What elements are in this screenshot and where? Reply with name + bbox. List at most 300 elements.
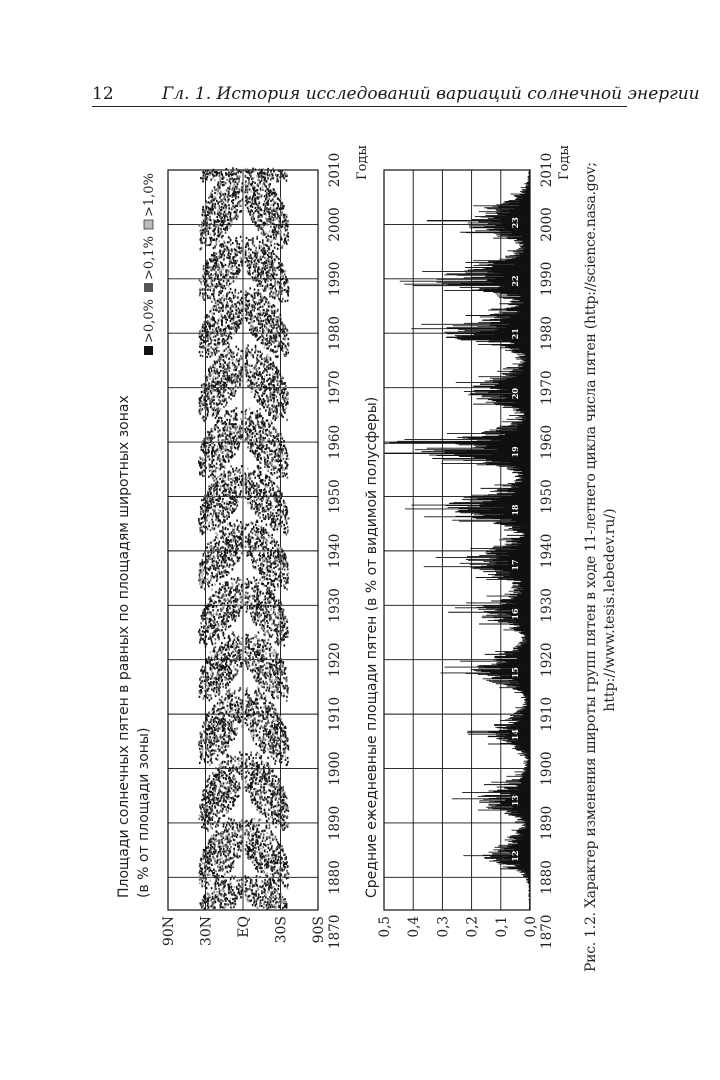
butterfly-mark [283,692,285,694]
butterfly-mark [280,678,282,680]
butterfly-mark [276,820,278,822]
butterfly-mark [255,634,257,636]
butterfly-mark [234,606,236,608]
butterfly-mark [207,754,209,756]
butterfly-mark [217,894,219,896]
butterfly-mark [260,769,262,771]
butterfly-mark [201,883,203,885]
butterfly-mark [253,757,255,759]
butterfly-mark [245,829,247,831]
butterfly-mark [220,799,222,801]
butterfly-mark [220,790,222,792]
butterfly-mark [283,741,285,743]
butterfly-mark [225,790,227,792]
butterfly-mark [255,698,257,700]
butterfly-mark [204,907,206,909]
butterfly-mark [267,687,269,689]
butterfly-mark [287,872,289,874]
butterfly-mark [282,824,284,826]
butterfly-mark [230,888,232,890]
butterfly-mark [265,893,267,895]
butterfly-mark [262,899,264,901]
butterfly-mark [231,698,233,700]
butterfly-mark [241,840,243,842]
butterfly-mark [207,697,209,699]
butterfly-mark [211,664,213,666]
butterfly-mark [212,907,214,909]
butterfly-mark [217,759,219,761]
butterfly-mark [210,838,212,840]
butterfly-mark [217,627,219,629]
butterfly-mark [215,767,217,769]
butterfly-mark [216,891,218,893]
butterfly-mark [202,899,204,901]
butterfly-mark [254,618,256,620]
butterfly-mark [278,691,280,693]
butterfly-mark [228,850,230,852]
butterfly-mark [245,700,247,702]
butterfly-mark [269,896,271,898]
butterfly-mark [271,725,273,727]
butterfly-mark [268,736,270,738]
butterfly-mark [232,857,234,859]
butterfly-mark [259,737,261,739]
butterfly-mark [287,806,289,808]
butterfly-mark [270,843,272,845]
butterfly-mark [210,625,212,627]
butterfly-mark [257,614,259,616]
butterfly-mark [236,655,238,657]
butterfly-mark [270,690,272,692]
butterfly-mark [285,747,287,749]
butterfly-mark [216,786,218,788]
butterfly-mark [221,841,223,843]
butterfly-mark [231,611,233,613]
butterfly-mark [260,755,262,757]
butterfly-mark [236,658,238,660]
butterfly-mark [222,752,224,754]
butterfly-mark [235,822,237,824]
butterfly-mark [219,749,221,751]
butterfly-mark [224,898,226,900]
butterfly-mark [215,716,217,718]
butterfly-mark [226,734,228,736]
butterfly-mark [225,906,227,908]
butterfly-mark [256,752,258,754]
butterfly-mark [202,747,204,749]
butterfly-mark [199,804,201,806]
butterfly-mark [207,761,209,763]
butterfly-mark [224,598,226,600]
butterfly-mark [221,657,223,659]
butterfly-mark [211,750,213,752]
butterfly-mark [200,811,202,813]
butterfly-mark [253,791,255,793]
butterfly-mark [246,594,248,596]
butterfly-mark [231,832,233,834]
butterfly-mark [276,616,278,618]
butterfly-mark [226,599,228,601]
butterfly-mark [215,628,217,630]
butterfly-mark [220,861,222,863]
butterfly-mark [253,662,255,664]
butterfly-mark [254,718,256,720]
butterfly-mark [208,581,210,583]
butterfly-mark [232,692,234,694]
butterfly-mark [205,849,207,851]
butterfly-mark [232,898,234,900]
butterfly-mark [271,590,273,592]
butterfly-mark [268,582,270,584]
butterfly-mark [231,729,233,731]
butterfly-mark [283,584,285,586]
butterfly-mark [276,637,278,639]
butterfly-mark [204,614,206,616]
butterfly-mark [230,677,232,679]
butterfly-mark [259,886,261,888]
butterfly-mark [218,661,220,663]
butterfly-mark [259,757,261,759]
butterfly-mark [222,746,224,748]
butterfly-mark [214,779,216,781]
butterfly-mark [282,799,284,801]
butterfly-mark [230,903,232,905]
butterfly-mark [214,906,216,908]
butterfly-mark [210,623,212,625]
butterfly-mark [259,789,261,791]
butterfly-mark [271,755,273,757]
butterfly-mark [259,902,261,904]
butterfly-mark [265,652,267,654]
butterfly-mark [232,584,234,586]
butterfly-mark [265,879,267,881]
butterfly-mark [201,868,203,870]
butterfly-mark [279,784,281,786]
butterfly-mark [201,575,203,577]
butterfly-mark [240,896,242,898]
butterfly-mark [284,862,286,864]
butterfly-mark [230,870,232,872]
butterfly-mark [200,815,202,817]
butterfly-mark [203,758,205,760]
butterfly-mark [241,825,243,827]
butterfly-mark [228,648,230,650]
butterfly-mark [228,857,230,859]
butterfly-mark [280,625,282,627]
butterfly-mark [222,900,224,902]
butterfly-mark [267,716,269,718]
butterfly-mark [268,689,270,691]
butterfly-mark [213,742,215,744]
butterfly-mark [229,839,231,841]
butterfly-mark [238,697,240,699]
butterfly-mark [227,684,229,686]
butterfly-mark [254,853,256,855]
butterfly-mark [248,900,250,902]
butterfly-mark [221,654,223,656]
butterfly-mark [236,591,238,593]
butterfly-mark [222,883,224,885]
butterfly-mark [223,845,225,847]
butterfly-mark [246,880,248,882]
butterfly-mark [273,783,275,785]
butterfly-mark [205,734,207,736]
butterfly-mark [266,867,268,869]
butterfly-mark [248,717,250,719]
page-number: 12 [92,84,114,104]
butterfly-mark [285,806,287,808]
butterfly-mark [268,854,270,856]
butterfly-mark [273,806,275,808]
butterfly-mark [230,614,232,616]
butterfly-mark [206,722,208,724]
butterfly-mark [207,905,209,907]
butterfly-mark [256,851,258,853]
butterfly-mark [211,688,213,690]
butterfly-mark [203,634,205,636]
butterfly-mark [262,669,264,671]
butterfly-mark [287,887,289,889]
butterfly-mark [274,611,276,613]
butterfly-mark [284,815,286,817]
butterfly-mark [261,856,263,858]
butterfly-mark [269,635,271,637]
butterfly-mark [222,632,224,634]
butterfly-mark [215,835,217,837]
butterfly-mark [215,825,217,827]
butterfly-mark [217,812,219,814]
butterfly-mark [256,824,258,826]
butterfly-mark [273,860,275,862]
butterfly-mark [225,693,227,695]
butterfly-mark [211,716,213,718]
butterfly-mark [232,641,234,643]
butterfly-mark [253,824,255,826]
butterfly-mark [215,814,217,816]
butterfly-mark [238,891,240,893]
butterfly-mark [281,682,283,684]
butterfly-mark [213,802,215,804]
butterfly-mark [265,840,267,842]
butterfly-mark [258,612,260,614]
butterfly-mark [200,755,202,757]
butterfly-mark [207,852,209,854]
butterfly-mark [287,884,289,886]
butterfly-mark [199,748,201,750]
butterfly-mark [257,642,259,644]
butterfly-mark [206,685,208,687]
butterfly-mark [245,771,247,773]
butterfly-mark [269,678,271,680]
butterfly-mark [229,890,231,892]
butterfly-mark [198,741,200,743]
butterfly-mark [279,819,281,821]
butterfly-mark [214,806,216,808]
butterfly-mark [228,770,230,772]
butterfly-mark [201,615,203,617]
butterfly-mark [201,686,203,688]
butterfly-mark [213,613,215,615]
butterfly-mark [258,831,260,833]
butterfly-mark [275,600,277,602]
butterfly-mark [227,786,229,788]
butterfly-mark [241,757,243,759]
butterfly-mark [281,669,283,671]
butterfly-mark [245,592,247,594]
butterfly-mark [280,754,282,756]
butterfly-mark [208,819,210,821]
butterfly-mark [213,813,215,815]
butterfly-mark [260,859,262,861]
butterfly-mark [234,696,236,698]
butterfly-mark [226,796,228,798]
butterfly-mark [259,671,261,673]
butterfly-mark [263,899,265,901]
butterfly-mark [252,771,254,773]
butterfly-mark [210,743,212,745]
butterfly-mark [268,801,270,803]
butterfly-mark [269,824,271,826]
butterfly-mark [203,642,205,644]
butterfly-mark [251,707,253,709]
butterfly-mark [239,589,241,591]
butterfly-mark [285,577,287,579]
butterfly-mark [259,649,261,651]
butterfly-mark [269,880,271,882]
butterfly-mark [251,792,253,794]
butterfly-mark [245,766,247,768]
butterfly-mark [271,666,273,668]
butterfly-mark [223,895,225,897]
butterfly-mark [267,845,269,847]
butterfly-mark [227,727,229,729]
butterfly-mark [253,590,255,592]
butterfly-mark [269,627,271,629]
butterfly-mark [287,630,289,632]
butterfly-mark [199,863,201,865]
butterfly-mark [253,676,255,678]
butterfly-mark [270,627,272,629]
butterfly-mark [279,896,281,898]
butterfly-mark [204,608,206,610]
butterfly-mark [279,793,281,795]
butterfly-mark [264,615,266,617]
butterfly-mark [216,658,218,660]
butterfly-mark [255,729,257,731]
butterfly-mark [269,808,271,810]
butterfly-mark [275,732,277,734]
butterfly-mark [245,849,247,851]
butterfly-mark [267,622,269,624]
butterfly-mark [260,900,262,902]
butterfly-mark [229,767,231,769]
butterfly-mark [220,854,222,856]
butterfly-mark [219,683,221,685]
butterfly-mark [259,876,261,878]
butterfly-mark [258,662,260,664]
butterfly-mark [227,602,229,604]
butterfly-mark [220,734,222,736]
butterfly-mark [261,720,263,722]
butterfly-mark [262,717,264,719]
butterfly-mark [277,862,279,864]
butterfly-mark [223,715,225,717]
butterfly-mark [208,656,210,658]
butterfly-mark [272,732,274,734]
butterfly-mark [228,817,230,819]
butterfly-mark [206,728,208,730]
butterfly-mark [223,815,225,817]
butterfly-mark [284,580,286,582]
butterfly-mark [235,586,237,588]
butterfly-mark [209,633,211,635]
butterfly-mark [275,577,277,579]
butterfly-mark [214,663,216,665]
butterfly-mark [259,579,261,581]
butterfly-mark [281,671,283,673]
butterfly-mark [280,824,282,826]
butterfly-mark [225,723,227,725]
butterfly-mark [281,608,283,610]
butterfly-mark [277,888,279,890]
butterfly-mark [233,853,235,855]
butterfly-mark [233,714,235,716]
butterfly-mark [237,789,239,791]
butterfly-mark [268,814,270,816]
butterfly-mark [267,880,269,882]
butterfly-mark [214,799,216,801]
butterfly-mark [240,601,242,603]
butterfly-mark [265,695,267,697]
butterfly-mark [265,681,267,683]
butterfly-mark [279,759,281,761]
butterfly-mark [258,764,260,766]
butterfly-mark [209,850,211,852]
butterfly-mark [251,889,253,891]
butterfly-mark [247,609,249,611]
butterfly-mark [230,784,232,786]
butterfly-mark [225,782,227,784]
butterfly-mark [276,715,278,717]
butterfly-mark [216,595,218,597]
butterfly-mark [272,652,274,654]
butterfly-mark [257,773,259,775]
butterfly-mark [224,602,226,604]
butterfly-mark [241,649,243,651]
butterfly-mark [236,781,238,783]
butterfly-mark [210,847,212,849]
butterfly-mark [263,888,265,890]
butterfly-mark [258,600,260,602]
butterfly-mark [247,578,249,580]
butterfly-mark [252,760,254,762]
butterfly-mark [221,831,223,833]
butterfly-mark [211,657,213,659]
butterfly-mark [269,687,271,689]
butterfly-mark [259,852,261,854]
butterfly-mark [219,674,221,676]
butterfly-mark [221,770,223,772]
butterfly-mark [258,893,260,895]
butterfly-mark [221,663,223,665]
butterfly-mark [215,740,217,742]
butterfly-mark [280,796,282,798]
butterfly-mark [226,655,228,657]
butterfly-mark [254,720,256,722]
butterfly-mark [275,882,277,884]
butterfly-mark [219,711,221,713]
butterfly-mark [209,788,211,790]
